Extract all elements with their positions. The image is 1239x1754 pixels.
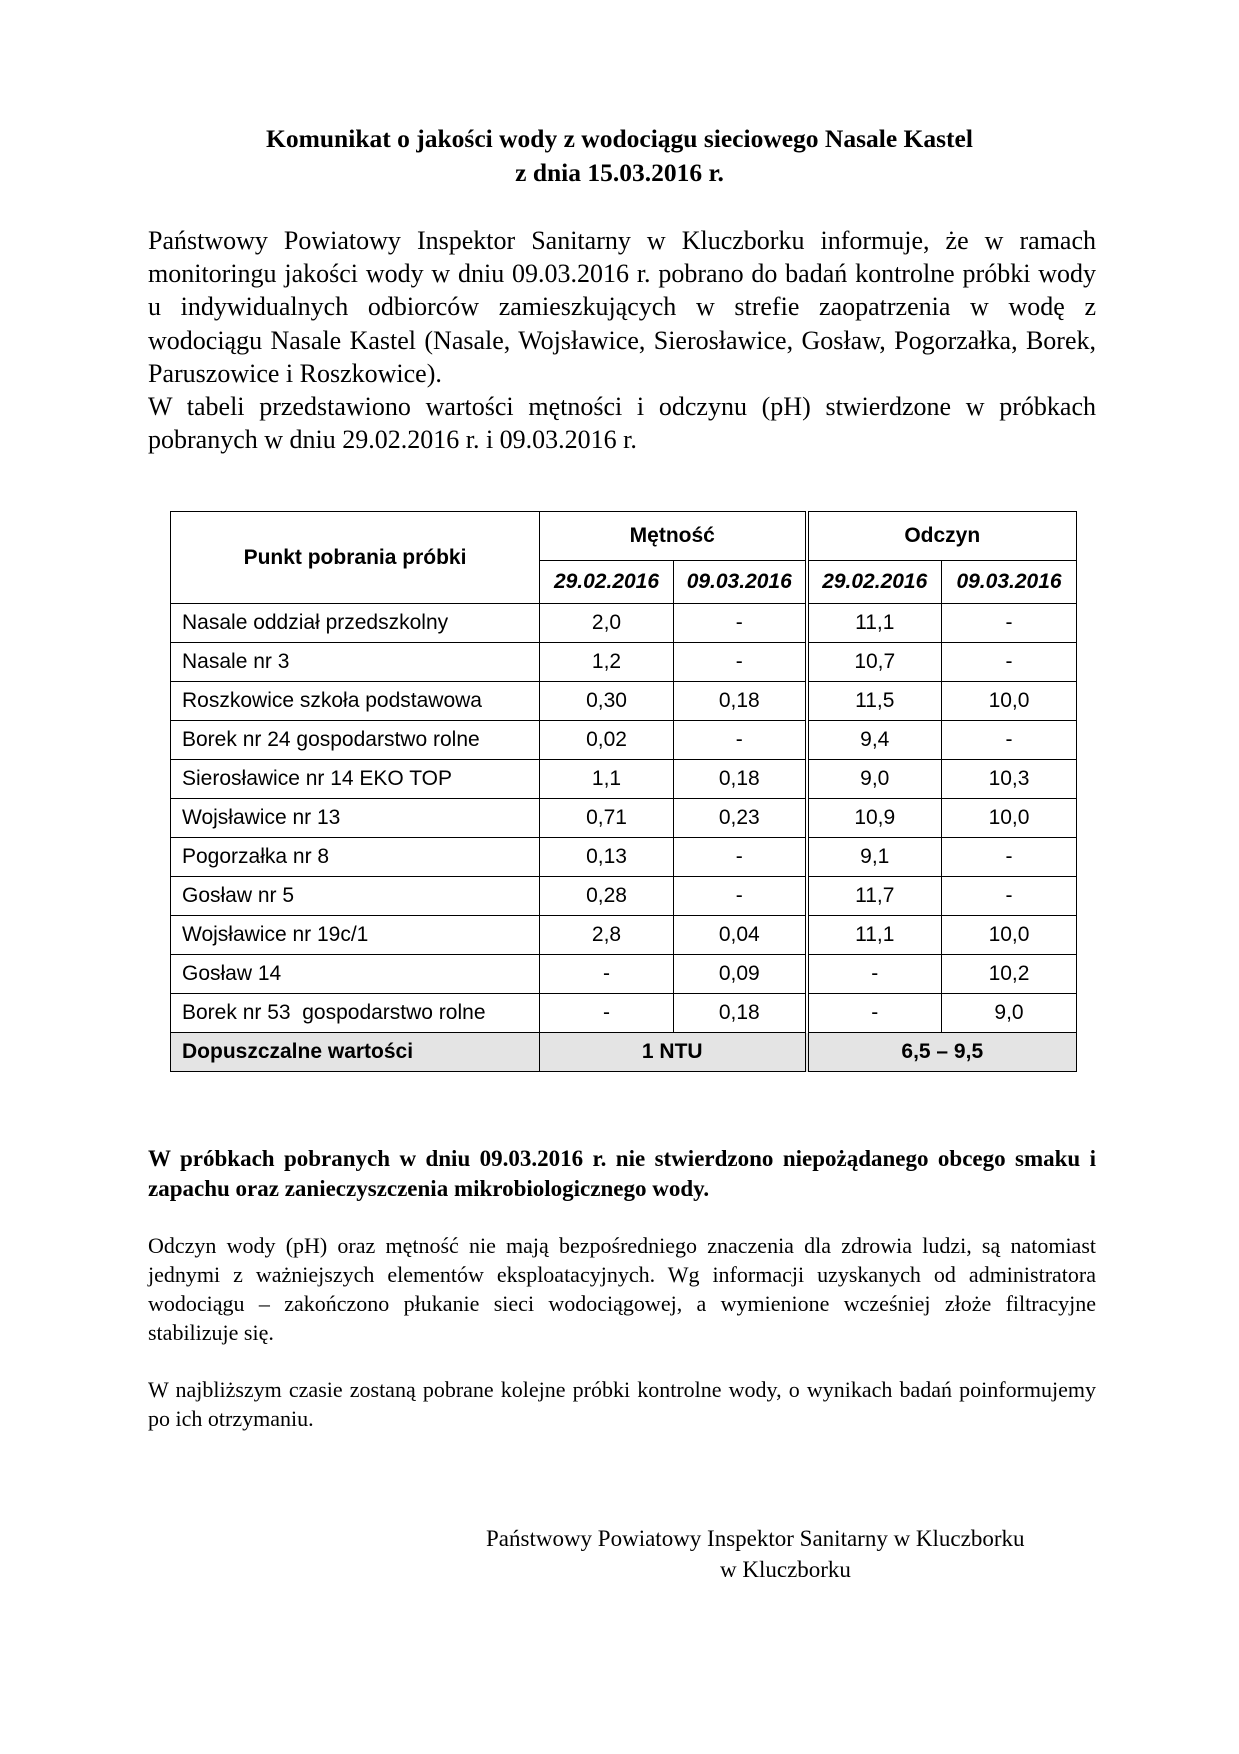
- ph-value: 9,0: [942, 994, 1077, 1033]
- table-row: [171, 643, 1077, 682]
- ph-value: -: [807, 994, 942, 1033]
- ph-value: -: [807, 955, 942, 994]
- ph-value: 11,7: [807, 877, 942, 916]
- turbidity-value: 1,1: [540, 760, 674, 799]
- table-row: [171, 760, 1077, 799]
- ph-value: -: [942, 643, 1077, 682]
- ph-limit: 6,5 – 9,5: [807, 1033, 1077, 1072]
- signature-block: [486, 1523, 1025, 1585]
- turbidity-value: -: [674, 877, 807, 916]
- ph-value: 10,0: [942, 799, 1077, 838]
- turbidity-value: 2,0: [540, 604, 674, 643]
- table-row: [171, 721, 1077, 760]
- limit-label: Dopuszczalne wartości: [171, 1033, 540, 1072]
- turbidity-value: 0,13: [540, 838, 674, 877]
- date-header: 29.02.2016: [540, 561, 674, 604]
- results-table: [170, 511, 1077, 1072]
- intro-paragraph-2: W tabeli przedstawiono wartości mętności i odczynu (pH) stwierdzone w próbkach pobranych w dniu 29.02.2016 r. i 09.03.2016 r.: [148, 392, 1096, 455]
- sample-place: Gosław 14: [171, 955, 540, 994]
- title-line-1: Komunikat o jakości wody z wodociągu sieciowego Nasale Kastel: [266, 124, 973, 153]
- ph-header: Odczyn: [807, 512, 1077, 561]
- turbidity-value: 0,18: [674, 682, 807, 721]
- sample-place: Wojsławice nr 13: [171, 799, 540, 838]
- ph-value: 10,0: [942, 682, 1077, 721]
- sample-place: Gosław nr 5: [171, 877, 540, 916]
- table-row: [171, 799, 1077, 838]
- table-row: [171, 877, 1077, 916]
- date-header: 09.03.2016: [942, 561, 1077, 604]
- ph-value: 10,0: [942, 916, 1077, 955]
- ph-value: 10,2: [942, 955, 1077, 994]
- table-header-row: [171, 512, 1077, 561]
- turbidity-value: -: [674, 721, 807, 760]
- ph-value: 10,3: [942, 760, 1077, 799]
- title-line-2: z dnia 15.03.2016 r.: [515, 158, 724, 187]
- turbidity-value: 2,8: [540, 916, 674, 955]
- turbidity-value: 0,18: [674, 994, 807, 1033]
- info-paragraph: Odczyn wody (pH) oraz mętność nie mają bezpośredniego znaczenia dla zdrowia ludzi, są natomiast jednymi z ważniejszych elementów eksploatacyjnych. Wg informacji uzyskanych od administratora wodociągu – zakończono płukanie sieci wodociągowej, a wymienione wcześniej złoże filtracyjne stabilizuje się.: [148, 1233, 1096, 1345]
- turbidity-value: -: [674, 838, 807, 877]
- date-header: 29.02.2016: [807, 561, 942, 604]
- ph-value: 9,0: [807, 760, 942, 799]
- table-row: [171, 994, 1077, 1033]
- ph-value: -: [942, 604, 1077, 643]
- sample-place: Nasale nr 3: [171, 643, 540, 682]
- next-sampling-paragraph: W najbliższym czasie zostaną pobrane kolejne próbki kontrolne wody, o wynikach badań poinformujemy po ich otrzymaniu.: [148, 1377, 1096, 1431]
- turbidity-value: 0,23: [674, 799, 807, 838]
- place-header: Punkt pobrania próbki: [171, 512, 540, 604]
- sample-place: Pogorzałka nr 8: [171, 838, 540, 877]
- signature-line-2: w Kluczborku: [720, 1557, 851, 1582]
- ph-value: 10,9: [807, 799, 942, 838]
- turbidity-limit: 1 NTU: [540, 1033, 807, 1072]
- intro-text: [148, 224, 1096, 456]
- sample-place: Wojsławice nr 19c/1: [171, 916, 540, 955]
- ph-value: -: [942, 877, 1077, 916]
- turbidity-value: 0,30: [540, 682, 674, 721]
- ph-value: 11,5: [807, 682, 942, 721]
- turbidity-value: -: [540, 955, 674, 994]
- turbidity-value: 0,18: [674, 760, 807, 799]
- turbidity-value: -: [674, 604, 807, 643]
- intro-paragraph-1: Państwowy Powiatowy Inspektor Sanitarny w Kluczborku informuje, że w ramach monitoringu jakości wody w dniu 09.03.2016 r. pobrano do badań kontrolne próbki wody u indywidualnych odbiorców zamieszkujących w strefie zaopatrzenia w wodę z wodociągu Nasale Kastel (Nasale, Wojsławice, Sierosławice, Gosław, Pogorzałka, Borek, Paruszowice i Roszkowice).: [148, 226, 1096, 388]
- ph-value: -: [942, 721, 1077, 760]
- ph-value: 10,7: [807, 643, 942, 682]
- sample-place: Nasale oddział przedszkolny: [171, 604, 540, 643]
- conclusion-paragraph: W próbkach pobranych w dniu 09.03.2016 r. nie stwierdzono niepożądanego obcego smaku i zapachu oraz zanieczyszczenia mikrobiologicznego wody.: [148, 1146, 1096, 1201]
- turbidity-value: -: [674, 643, 807, 682]
- sample-place: Roszkowice szkoła podstawowa: [171, 682, 540, 721]
- ph-value: 9,4: [807, 721, 942, 760]
- date-header: 09.03.2016: [674, 561, 807, 604]
- table-row: [171, 682, 1077, 721]
- turbidity-value: -: [540, 994, 674, 1033]
- ph-value: 11,1: [807, 916, 942, 955]
- table-row: [171, 604, 1077, 643]
- document-title: [0, 122, 1239, 190]
- table-row: [171, 955, 1077, 994]
- ph-value: -: [942, 838, 1077, 877]
- turbidity-header: Mętność: [540, 512, 807, 561]
- sample-place: Borek nr 53 gospodarstwo rolne: [171, 994, 540, 1033]
- ph-value: 9,1: [807, 838, 942, 877]
- limit-row: [171, 1033, 1077, 1072]
- sample-place: Borek nr 24 gospodarstwo rolne: [171, 721, 540, 760]
- table-row: [171, 916, 1077, 955]
- table-row: [171, 838, 1077, 877]
- turbidity-value: 0,09: [674, 955, 807, 994]
- turbidity-value: 0,04: [674, 916, 807, 955]
- turbidity-value: 0,02: [540, 721, 674, 760]
- ph-value: 11,1: [807, 604, 942, 643]
- turbidity-value: 0,71: [540, 799, 674, 838]
- turbidity-value: 1,2: [540, 643, 674, 682]
- sample-place: Sierosławice nr 14 EKO TOP: [171, 760, 540, 799]
- turbidity-value: 0,28: [540, 877, 674, 916]
- signature-line-1: Państwowy Powiatowy Inspektor Sanitarny w Kluczborku: [486, 1526, 1025, 1551]
